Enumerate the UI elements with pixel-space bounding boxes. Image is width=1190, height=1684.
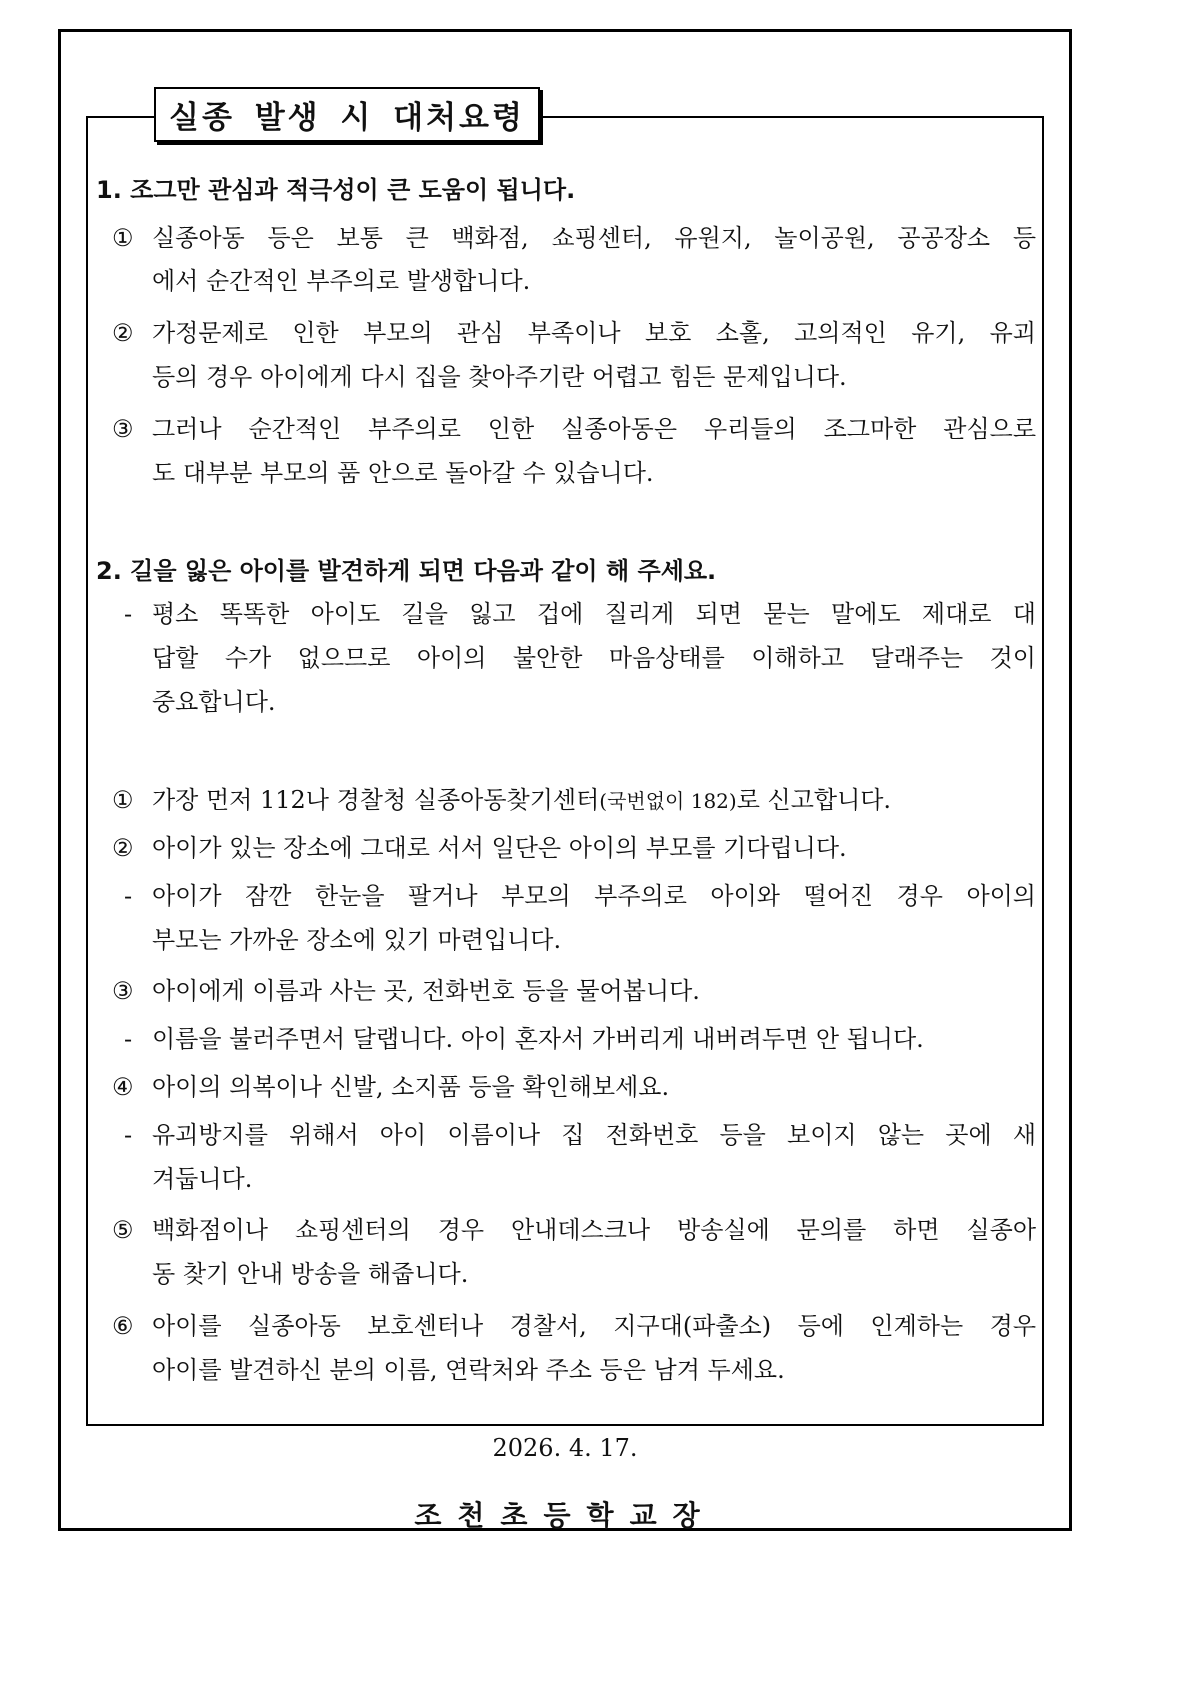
item-marker: ③: [112, 977, 134, 1005]
step-1-main: 가장 먼저 112나 경찰청 실종아동찾기센터: [152, 786, 600, 814]
step-3-note: 이름을 불러주면서 달랩니다. 아이 혼자서 가버리게 내버려두면 안 됩니다.: [152, 1025, 924, 1053]
section-2-intro-line-3: 중요합니다.: [152, 688, 276, 716]
item-marker: ⑥: [112, 1312, 134, 1340]
item-marker: ②: [112, 319, 134, 347]
step-4-note-line-2: 겨둡니다.: [152, 1165, 253, 1193]
section-1-item-3-line-1: 그러나 순간적인 부주의로 인한 실종아동은 우리들의 조그마한 관심으로: [152, 415, 1036, 443]
title-box: [154, 87, 540, 142]
step-6-line-2: 아이를 발견하신 분의 이름, 연락처와 주소 등은 남겨 두세요.: [152, 1356, 785, 1384]
step-1-end: 로 신고합니다.: [736, 786, 892, 814]
step-4-note-line-1: 유괴방지를 위해서 아이 이름이나 집 전화번호 등을 보이지 않는 곳에 새: [152, 1121, 1036, 1149]
section-1-heading: 1. 조그만 관심과 적극성이 큰 도움이 됩니다.: [96, 176, 576, 204]
item-marker: ④: [112, 1073, 134, 1101]
step-2-note-line-2: 부모는 가까운 장소에 있기 마련입니다.: [152, 926, 562, 954]
step-1-phone-note: (국번없이 182): [599, 789, 737, 813]
dash-marker: -: [124, 600, 133, 628]
section-2-intro-line-2: 답할 수가 없으므로 아이의 불안한 마음상태를 이해하고 달래주는 것이: [152, 644, 1036, 672]
item-marker: ③: [112, 415, 134, 443]
step-6-line-1: 아이를 실종아동 보호센터나 경찰서, 지구대(파출소) 등에 인계하는 경우: [152, 1312, 1036, 1340]
item-marker: ①: [112, 224, 134, 252]
document-date: 2026. 4. 17.: [492, 1434, 638, 1462]
step-2-text: 아이가 있는 장소에 그대로 서서 일단은 아이의 부모를 기다립니다.: [152, 834, 847, 862]
section-2-intro-line-1: 평소 똑똑한 아이도 길을 잃고 겁에 질리게 되면 묻는 말에도 제대로 대: [152, 600, 1036, 628]
step-5-line-2: 동 찾기 안내 방송을 해줍니다.: [152, 1260, 469, 1288]
section-1-item-1-line-2: 에서 순간적인 부주의로 발생합니다.: [152, 267, 531, 295]
step-2-note-line-1: 아이가 잠깐 한눈을 팔거나 부모의 부주의로 아이와 떨어진 경우 아이의: [152, 882, 1036, 910]
dash-marker: -: [124, 1121, 133, 1149]
step-1-text: [152, 785, 891, 816]
item-marker: ②: [112, 834, 134, 862]
frame-top-right-rule: [540, 116, 1044, 118]
section-1-item-2-line-2: 등의 경우 아이에게 다시 집을 찾아주기란 어렵고 힘든 문제입니다.: [152, 363, 847, 391]
step-5-line-1: 백화점이나 쇼핑센터의 경우 안내데스크나 방송실에 문의를 하면 실종아: [152, 1216, 1036, 1244]
item-marker: ①: [112, 786, 134, 814]
step-4-text: 아이의 의복이나 신발, 소지품 등을 확인해보세요.: [152, 1073, 670, 1101]
dash-marker: -: [124, 1025, 133, 1053]
page-title: 실종 발생 시 대처요령: [169, 100, 525, 136]
frame-top-left-rule: [86, 116, 154, 118]
school-principal-signature: 조천초등학교장: [414, 1499, 716, 1532]
section-2-heading: 2. 길을 잃은 아이를 발견하게 되면 다음과 같이 해 주세요.: [96, 557, 717, 585]
section-1-item-1-line-1: 실종아동 등은 보통 큰 백화점, 쇼핑센터, 유원지, 놀이공원, 공공장소 등: [152, 224, 1036, 252]
dash-marker: -: [124, 882, 133, 910]
section-1-item-2-line-1: 가정문제로 인한 부모의 관심 부족이나 보호 소홀, 고의적인 유기, 유괴: [152, 319, 1036, 347]
section-1-item-3-line-2: 도 대부분 부모의 품 안으로 돌아갈 수 있습니다.: [152, 459, 654, 487]
item-marker: ⑤: [112, 1216, 134, 1244]
step-3-text: 아이에게 이름과 사는 곳, 전화번호 등을 물어봅니다.: [152, 977, 700, 1005]
